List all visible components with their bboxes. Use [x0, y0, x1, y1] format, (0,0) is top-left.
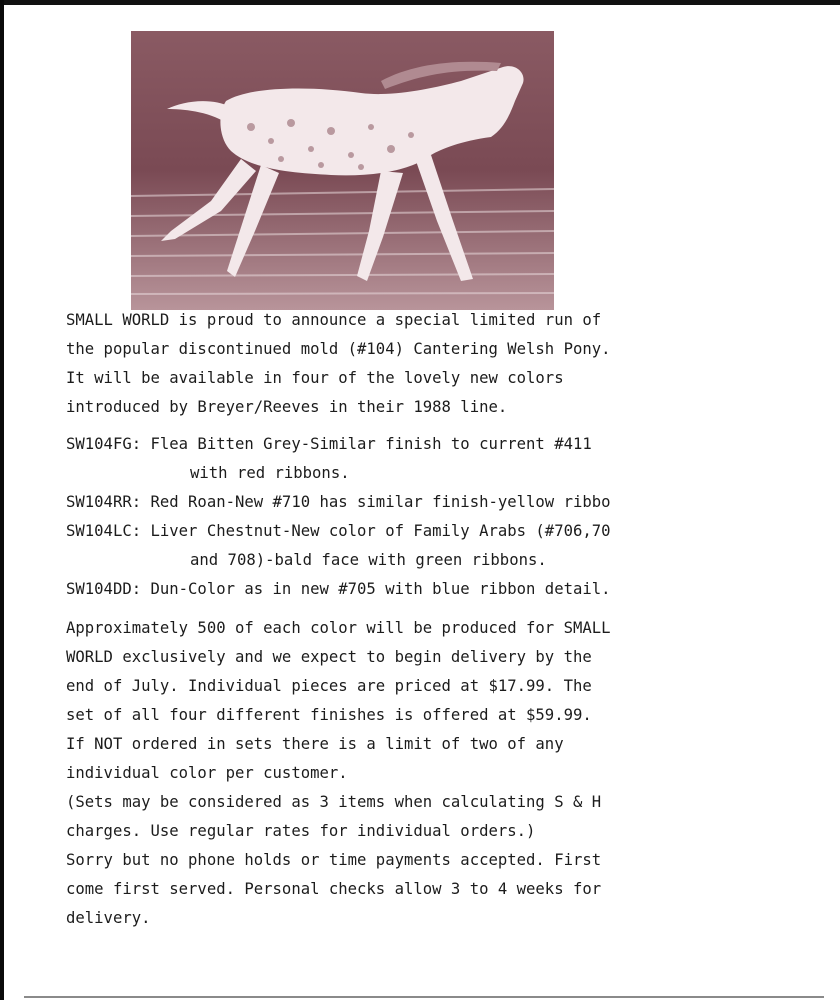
intro-line: introduced by Breyer/Reeves in their 1988 line. — [66, 398, 508, 416]
intro-line: the popular discontinued mold (#104) Cantering Welsh Pony. — [66, 340, 611, 358]
page-top-edge — [0, 0, 840, 5]
details-line: charges. Use regular rates for individual orders.) — [66, 822, 536, 840]
intro-line: SMALL WORLD is proud to announce a special limited run of — [66, 311, 602, 329]
details-line: delivery. — [66, 909, 151, 927]
details-line: If NOT ordered in sets there is a limit of two of any — [66, 735, 564, 753]
announcement-text — [66, 306, 836, 933]
model-sw104lc-cont: and 708)-bald face with green ribbons. — [190, 551, 547, 569]
page-left-edge — [0, 0, 4, 1000]
pony-photo — [131, 31, 554, 310]
model-sw104dd: SW104DD: Dun-Color as in new #705 with blue ribbon detail. — [66, 580, 611, 598]
details-line: Sorry but no phone holds or time payments accepted. First — [66, 851, 602, 869]
details-line: come first served. Personal checks allow 3 to 4 weeks for — [66, 880, 602, 898]
page-bottom-rule — [24, 996, 824, 998]
model-sw104fg: SW104FG: Flea Bitten Grey-Similar finish to current #411 — [66, 435, 592, 453]
model-sw104lc: SW104LC: Liver Chestnut-New color of Family Arabs (#706,70 — [66, 522, 611, 540]
details-line: WORLD exclusively and we expect to begin delivery by the — [66, 648, 592, 666]
intro-line: It will be available in four of the lovely new colors — [66, 369, 564, 387]
details-line: individual color per customer. — [66, 764, 348, 782]
model-sw104fg-cont: with red ribbons. — [190, 464, 350, 482]
details-line: (Sets may be considered as 3 items when calculating S & H — [66, 793, 602, 811]
details-line: Approximately 500 of each color will be produced for SMALL — [66, 619, 611, 637]
model-sw104rr: SW104RR: Red Roan-New #710 has similar finish-yellow ribbo — [66, 493, 611, 511]
details-line: end of July. Individual pieces are priced at $17.99. The — [66, 677, 592, 695]
details-line: set of all four different finishes is offered at $59.99. — [66, 706, 592, 724]
